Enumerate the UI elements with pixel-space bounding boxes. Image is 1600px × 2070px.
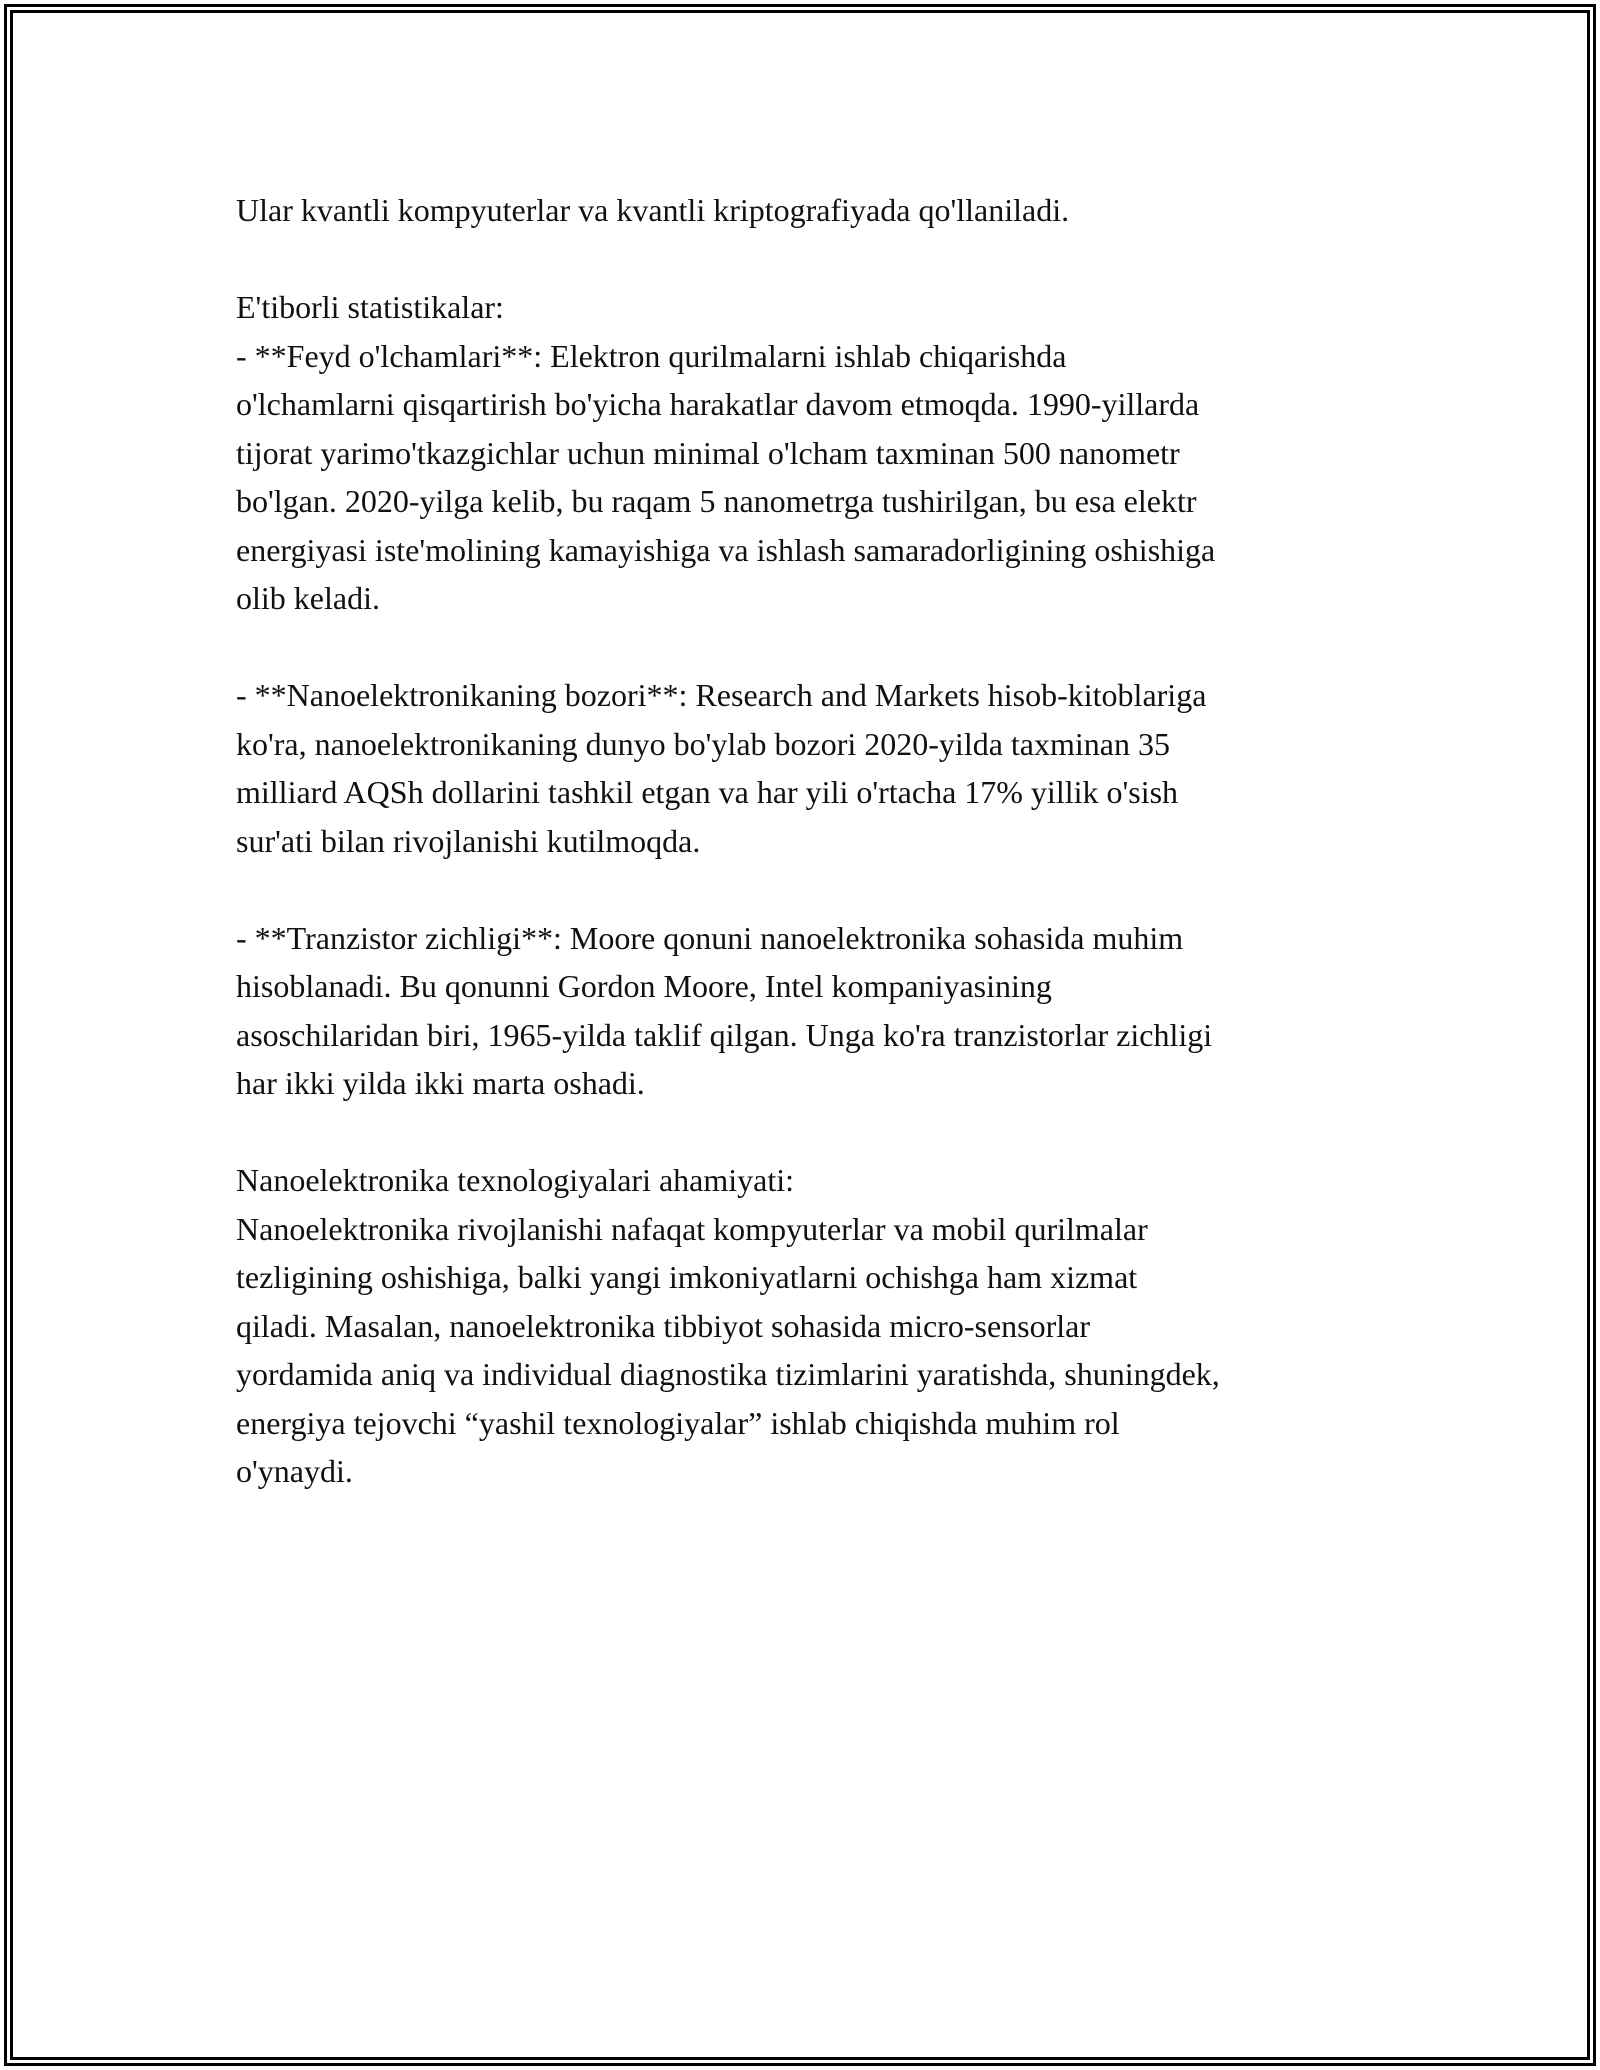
text-line: sur'ati bilan rivojlanishi kutilmoqda. <box>236 822 701 859</box>
text-line: o'ynaydi. <box>236 1453 353 1489</box>
text-line: asoschilaridan biri, 1965-yilda taklif qilgan. Unga ko'ra tranzistorlar zichligi <box>236 1016 1213 1053</box>
stats-heading: E'tiborli statistikalar: <box>236 289 504 325</box>
text-line: olib keladi. <box>236 580 380 616</box>
stat-item-transistor-density <box>236 914 1376 1108</box>
text-line: milliard AQSh dollarini tashkil etgan va har yili o'rtacha 17% yillik o'sish <box>236 774 1179 810</box>
text-line: Nanoelektronika rivojlanishi nafaqat kompyuterlar va mobil qurilmalar <box>236 1210 1148 1247</box>
spacer <box>236 1108 1376 1157</box>
text-line: energiya tejovchi “yashil texnologiyalar” ishlab chiqishda muhim rol <box>236 1404 1120 1441</box>
text-line: - **Feyd o'lchamlari**: Elektron qurilmalarni ishlab chiqarishda <box>236 337 1067 374</box>
spacer <box>236 623 1376 672</box>
intro-paragraph: Ular kvantli kompyuterlar va kvantli kriptografiyada qo'llaniladi. <box>236 192 1070 228</box>
text-line: har ikki yilda ikki marta oshadi. <box>236 1065 645 1101</box>
text-line: bo'lgan. 2020-yilga kelib, bu raqam 5 nanometrga tushirilgan, bu esa elektr <box>236 483 1197 519</box>
stat-item-market <box>236 671 1376 865</box>
text-line: tezligining oshishiga, balki yangi imkoniyatlarni ochishga ham xizmat <box>236 1259 1138 1295</box>
text-line: o'lchamlarni qisqartirish bo'yicha harakatlar davom etmoqda. 1990-yillarda <box>236 386 1200 422</box>
text-line: yordamida aniq va individual diagnostika tizimlarini yaratishda, shuningdek, <box>236 1356 1220 1392</box>
importance-heading: Nanoelektronika texnologiyalari ahamiyati: <box>236 1162 795 1198</box>
text-line: - **Tranzistor zichligi**: Moore qonuni nanoelektronika sohasida muhim <box>236 919 1184 956</box>
text-line: - **Nanoelektronikaning bozori**: Research and Markets hisob-kitoblariga <box>236 677 1207 713</box>
text-line: qiladi. Masalan, nanoelektronika tibbiyot sohasida micro-sensorlar <box>236 1307 1090 1344</box>
text-line: hisoblanadi. Bu qonunni Gordon Moore, Intel kompaniyasining <box>236 968 1052 1004</box>
spacer <box>236 865 1376 914</box>
importance-paragraph <box>236 1205 1376 1496</box>
text-line: tijorat yarimo'tkazgichlar uchun minimal o'lcham taxminan 500 nanometr <box>236 434 1180 471</box>
stat-item-feature-size <box>236 332 1376 623</box>
spacer <box>236 235 1376 284</box>
text-line: energiyasi iste'molining kamayishiga va ishlash samaradorligining oshishiga <box>236 531 1216 568</box>
text-line: ko'ra, nanoelektronikaning dunyo bo'ylab bozori 2020-yilda taxminan 35 <box>236 725 1170 762</box>
document-body <box>236 186 1376 1496</box>
